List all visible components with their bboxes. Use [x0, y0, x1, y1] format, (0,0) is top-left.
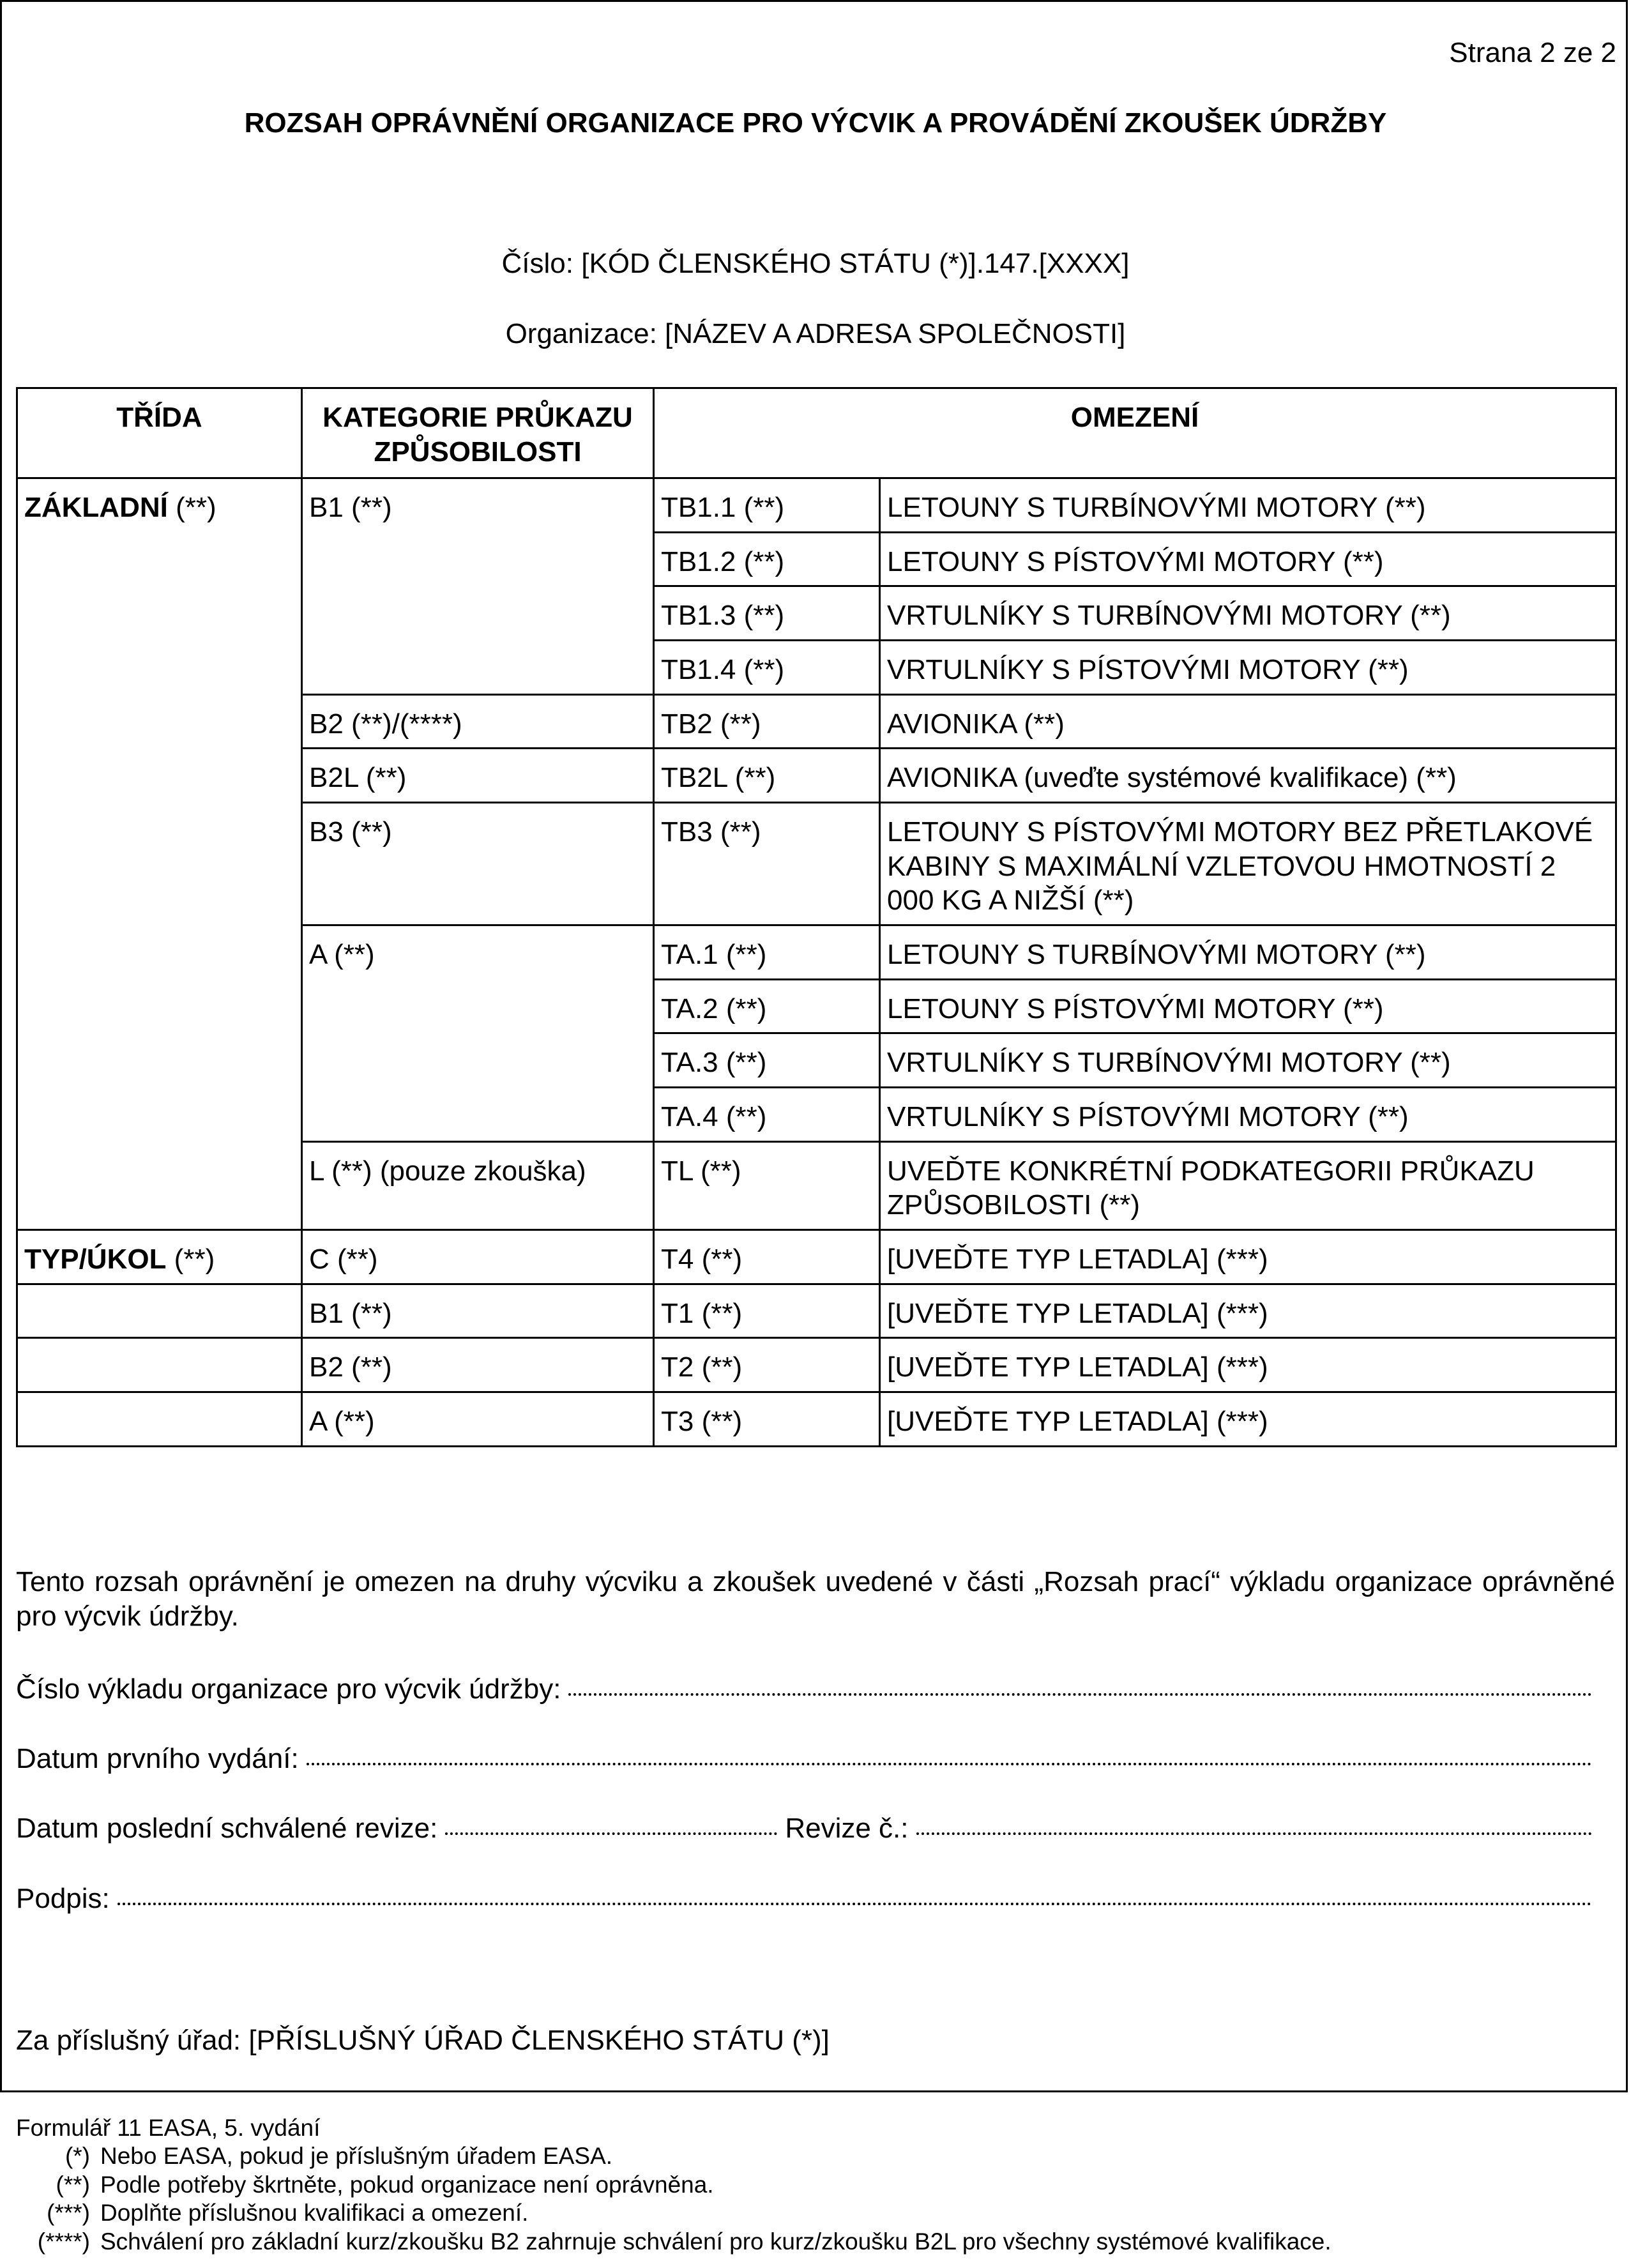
limitation-code-cell: TB1.1 (**)	[654, 478, 880, 533]
limitation-text-cell: VRTULNÍKY S PÍSTOVÝMI MOTORY (**)	[880, 641, 1616, 695]
category-cell: B2 (**)/(****)	[302, 694, 654, 749]
first-issue-date-label: Datum prvního vydání:	[16, 1743, 299, 1774]
class-type-cell	[17, 1230, 302, 1284]
signature-field[interactable]	[16, 1883, 1600, 1915]
footnote-mark: (**)	[56, 2171, 90, 2198]
class-basic-cell	[17, 478, 302, 1230]
footnote-text: Podle potřeby škrtněte, pokud organizace není oprávněna.	[100, 2171, 714, 2198]
limitation-text-cell: [UVEĎTE TYP LETADLA] (***)	[880, 1230, 1616, 1284]
last-revision-date-field[interactable]	[16, 1813, 1600, 1845]
footnote-mark: (***)	[47, 2200, 90, 2226]
limitation-code-cell: TB2 (**)	[654, 694, 880, 749]
category-cell: B1 (**)	[302, 1284, 654, 1338]
class-empty-cell	[17, 1392, 302, 1447]
limitation-text-cell: VRTULNÍKY S PÍSTOVÝMI MOTORY (**)	[880, 1088, 1616, 1142]
category-cell: B2 (**)	[302, 1338, 654, 1392]
limitation-text-cell: [UVEĎTE TYP LETADLA] (***)	[880, 1284, 1616, 1338]
revision-number-label: Revize č.:	[785, 1813, 909, 1844]
footnotes-list	[16, 2142, 1331, 2256]
exposition-number-field[interactable]	[16, 1673, 1600, 1705]
footnote-text: Doplňte příslušnou kvalifikaci a omezení.	[100, 2200, 529, 2226]
limitation-code-cell: TA.1 (**)	[654, 925, 880, 980]
category-cell: B3 (**)	[302, 803, 654, 925]
last-revision-date-blank[interactable]	[445, 1832, 777, 1835]
document-title: ROZSAH OPRÁVNĚNÍ ORGANIZACE PRO VÝCVIK A PROVÁDĚNÍ ZKOUŠEK ÚDRŽBY	[244, 107, 1387, 139]
limitation-code-cell: TB1.4 (**)	[654, 641, 880, 695]
exposition-number-blank[interactable]	[568, 1693, 1592, 1696]
limitation-text-cell: AVIONIKA (uveďte systémové kvalifikace) (**)	[880, 749, 1616, 803]
footnote-mark: (*)	[64, 2143, 90, 2170]
table-row	[17, 478, 1616, 533]
limitation-code-cell: TA.4 (**)	[654, 1088, 880, 1142]
approval-number-line: Číslo: [KÓD ČLENSKÉHO STÁTU (*)].147.[XXXX]	[501, 248, 1130, 279]
limitation-code-cell: TB2L (**)	[654, 749, 880, 803]
limitation-code-cell: TL (**)	[654, 1141, 880, 1229]
limitation-text-cell: LETOUNY S PÍSTOVÝMI MOTORY (**)	[880, 532, 1616, 586]
first-issue-date-blank[interactable]	[307, 1763, 1592, 1765]
form-id: Formulář 11 EASA, 5. vydání	[16, 2115, 321, 2141]
first-issue-date-field[interactable]	[16, 1743, 1600, 1775]
form-footer	[16, 2114, 1331, 2256]
footnote	[16, 2171, 1331, 2199]
limitation-text-cell: LETOUNY S TURBÍNOVÝMI MOTORY (**)	[880, 478, 1616, 533]
revision-number-blank[interactable]	[916, 1832, 1592, 1835]
limitation-text-cell: [UVEĎTE TYP LETADLA] (***)	[880, 1338, 1616, 1392]
header-category: KATEGORIE PRŮKAZU ZPŮSOBILOSTI	[302, 388, 654, 478]
limitation-code-cell: TA.3 (**)	[654, 1033, 880, 1088]
header-limitation: OMEZENÍ	[654, 388, 1616, 478]
category-cell: B1 (**)	[302, 478, 654, 695]
limitation-code-cell: T3 (**)	[654, 1392, 880, 1447]
category-cell: A (**)	[302, 925, 654, 1142]
footnote	[16, 2228, 1331, 2256]
class-empty-cell	[17, 1338, 302, 1392]
exposition-number-label: Číslo výkladu organizace pro výcvik údržby:	[16, 1673, 561, 1705]
category-cell: A (**)	[302, 1392, 654, 1447]
footnote-mark: (****)	[37, 2228, 90, 2255]
table-row	[17, 1284, 1616, 1338]
class-basic-label: ZÁKLADNÍ	[24, 492, 168, 523]
limitation-text-cell: LETOUNY S PÍSTOVÝMI MOTORY BEZ PŘETLAKOVÉ KABINY S MAXIMÁLNÍ VZLETOVOU HMOTNOSTÍ 2 000 KG A NIŽŠÍ (**)	[880, 803, 1616, 925]
class-type-label: TYP/ÚKOL	[24, 1244, 167, 1275]
limitation-code-cell: T2 (**)	[654, 1338, 880, 1392]
limitation-text-cell: UVEĎTE KONKRÉTNÍ PODKATEGORII PRŮKAZU ZPŮSOBILOSTI (**)	[880, 1141, 1616, 1229]
limitation-text-cell: VRTULNÍKY S TURBÍNOVÝMI MOTORY (**)	[880, 586, 1616, 641]
limitation-text-cell: LETOUNY S TURBÍNOVÝMI MOTORY (**)	[880, 925, 1616, 980]
footnote	[16, 2199, 1331, 2227]
limitation-code-cell: T4 (**)	[654, 1230, 880, 1284]
header-class: TŘÍDA	[17, 388, 302, 478]
limitation-code-cell: T1 (**)	[654, 1284, 880, 1338]
scope-note: Tento rozsah oprávnění je omezen na druhy výcviku a zkoušek uvedené v části „Rozsah prací“ výkladu organizace oprávněné pro výcvik údržby.	[16, 1566, 1615, 1632]
limitation-text-cell: VRTULNÍKY S TURBÍNOVÝMI MOTORY (**)	[880, 1033, 1616, 1088]
competent-authority-line: Za příslušný úřad: [PŘÍSLUŠNÝ ÚŘAD ČLENSKÉHO STÁTU (*)]	[16, 2025, 830, 2056]
limitation-text-cell: LETOUNY S PÍSTOVÝMI MOTORY (**)	[880, 979, 1616, 1033]
signature-blank[interactable]	[118, 1903, 1592, 1905]
table-row	[17, 1338, 1616, 1392]
limitation-text-cell: AVIONIKA (**)	[880, 694, 1616, 749]
footnote-text: Schválení pro základní kurz/zkoušku B2 zahrnuje schválení pro kurz/zkoušku B2L pro všechny systémové kvalifikace.	[100, 2228, 1331, 2255]
limitation-code-cell: TB1.3 (**)	[654, 586, 880, 641]
organization-line: Organizace: [NÁZEV A ADRESA SPOLEČNOSTI]	[505, 318, 1126, 349]
table-row	[17, 1230, 1616, 1284]
table-header-row	[17, 388, 1616, 478]
signature-label: Podpis:	[16, 1883, 110, 1914]
page-number: Strana 2 ze 2	[1449, 37, 1616, 68]
category-cell: L (**) (pouze zkouška)	[302, 1141, 654, 1229]
footnote-text: Nebo EASA, pokud je příslušným úřadem EASA.	[100, 2143, 613, 2170]
category-cell: B2L (**)	[302, 749, 654, 803]
category-cell: C (**)	[302, 1230, 654, 1284]
last-revision-date-label: Datum poslední schválené revize:	[16, 1813, 438, 1844]
footnote	[16, 2142, 1331, 2170]
limitation-code-cell: TA.2 (**)	[654, 979, 880, 1033]
class-empty-cell	[17, 1284, 302, 1338]
limitation-code-cell: TB3 (**)	[654, 803, 880, 925]
class-basic-suffix: (**)	[167, 492, 216, 523]
class-type-suffix: (**)	[166, 1244, 215, 1275]
limitation-text-cell: [UVEĎTE TYP LETADLA] (***)	[880, 1392, 1616, 1447]
scope-table	[16, 387, 1617, 1447]
table-row	[17, 1392, 1616, 1447]
limitation-code-cell: TB1.2 (**)	[654, 532, 880, 586]
